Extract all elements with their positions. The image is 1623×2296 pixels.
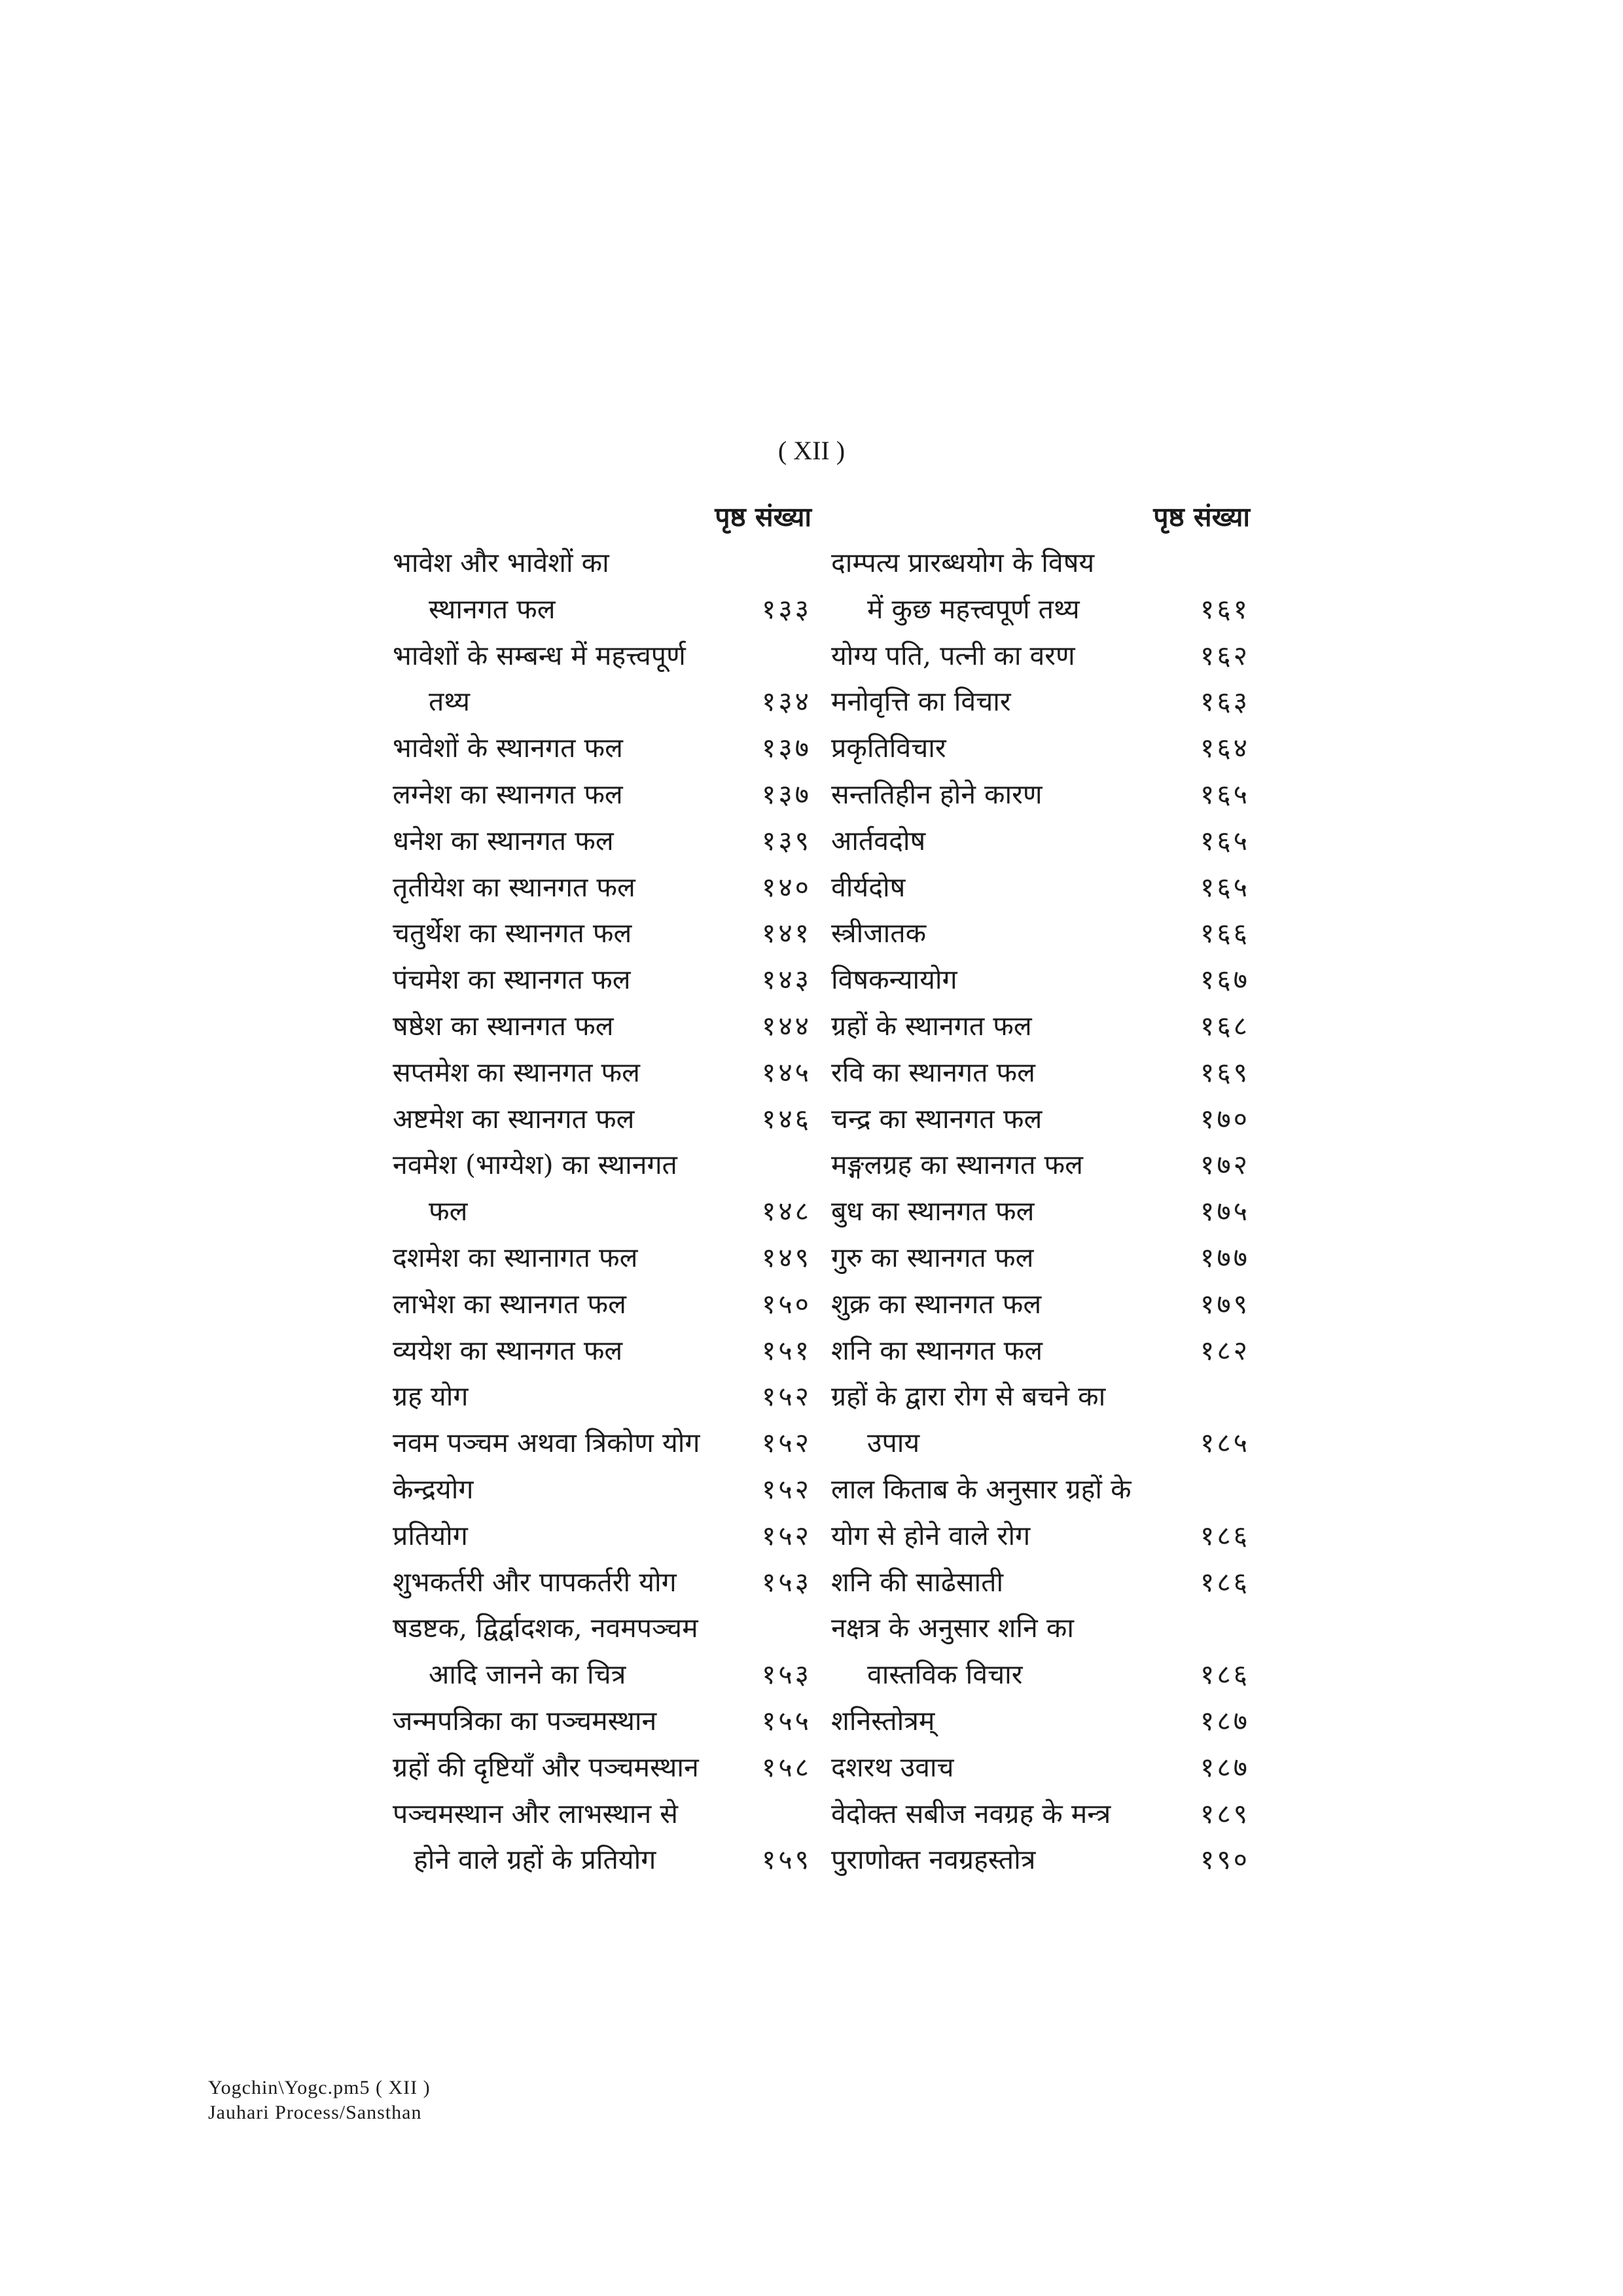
toc-entry-title: स्थानगत फल xyxy=(429,593,556,625)
toc-column-right xyxy=(831,494,1250,1883)
toc-entry xyxy=(831,910,1250,957)
toc-entry xyxy=(831,633,1250,679)
toc-entry xyxy=(831,1281,1250,1328)
toc-entry-page: १८२ xyxy=(1200,1334,1250,1366)
toc-entry xyxy=(393,540,812,586)
toc-entry-title: शुभकर्तरी और पापकर्तरी योग xyxy=(393,1566,677,1598)
toc-entry-page: १६६ xyxy=(1200,917,1250,949)
toc-entry-page: १८५ xyxy=(1200,1427,1250,1459)
toc-entry xyxy=(393,1698,812,1744)
toc-entry-page: १६४ xyxy=(1200,732,1250,764)
toc-entry-page: १३९ xyxy=(762,824,812,857)
toc-entry-page: १५८ xyxy=(762,1751,812,1783)
toc-entry-title: वीर्यदोष xyxy=(831,871,906,903)
footer-line-2: Jauhari Process/Sansthan xyxy=(208,2102,422,2123)
toc-entry-title: आदि जानने का चित्र xyxy=(429,1659,626,1691)
toc-entry xyxy=(831,771,1250,818)
toc-entry-page: १५९ xyxy=(762,1844,812,1876)
toc-entry-title: विषकन्यायोग xyxy=(831,964,957,996)
toc-entry-page: १७९ xyxy=(1200,1288,1250,1320)
toc-entry-title: षडष्टक, द्विर्द्वादशक, नवमपञ्चम xyxy=(393,1612,698,1644)
toc-entry-title: स्त्रीजातक xyxy=(831,917,927,949)
toc-entry-title: ग्रहों के स्थानगत फल xyxy=(831,1010,1032,1042)
toc-entry xyxy=(831,1235,1250,1281)
toc-entry xyxy=(393,1003,812,1050)
toc-entry xyxy=(831,1373,1250,1420)
toc-entry-title: पुराणोक्त नवग्रहस्तोत्र xyxy=(831,1844,1036,1876)
toc-entry-title: दाम्पत्य प्रारब्धयोग के विषय xyxy=(831,547,1095,578)
toc-entry xyxy=(831,1328,1250,1374)
toc-entry-page: १६७ xyxy=(1200,964,1250,996)
toc-entry xyxy=(831,540,1250,586)
toc-entry xyxy=(831,725,1250,771)
toc-entry xyxy=(393,910,812,957)
toc-entry-page: १५१ xyxy=(762,1334,812,1366)
toc-entry xyxy=(831,864,1250,911)
toc-entry-page: १६९ xyxy=(1200,1056,1250,1088)
toc-entry-page: १४५ xyxy=(762,1056,812,1088)
toc-entry-title: नवमेश (भाग्येश) का स्थानगत xyxy=(393,1149,677,1181)
toc-entry xyxy=(831,1559,1250,1606)
toc-entry-page: १४९ xyxy=(762,1241,812,1273)
toc-entry-page: १४० xyxy=(762,871,812,903)
toc-entry xyxy=(393,864,812,911)
toc-entry-page: १३७ xyxy=(762,778,812,810)
toc-entry-title: योग्य पति, पत्नी का वरण xyxy=(831,639,1075,671)
footer xyxy=(208,2075,431,2125)
toc-entry xyxy=(393,1050,812,1096)
toc-entry-title: केन्द्रयोग xyxy=(393,1473,474,1505)
toc-entry xyxy=(393,1466,812,1513)
toc-entry xyxy=(393,1513,812,1559)
toc-entry-title: भावेश और भावेशों का xyxy=(393,547,609,578)
toc-entry-page: १३४ xyxy=(762,686,812,718)
toc-entry xyxy=(393,771,812,818)
toc-entry-title: ग्रह योग xyxy=(393,1381,469,1413)
toc-entry-page: १५२ xyxy=(762,1519,812,1551)
toc-entry-title: मनोवृत्ति का विचार xyxy=(831,686,1011,718)
toc-entry xyxy=(831,1605,1250,1651)
toc-entry-page: १८७ xyxy=(1200,1704,1250,1737)
toc-entry-page: १८९ xyxy=(1200,1797,1250,1829)
toc-entry xyxy=(831,1188,1250,1235)
toc-entry-title: सप्तमेश का स्थानगत फल xyxy=(393,1056,640,1088)
toc-entry-title: जन्मपत्रिका का पञ्चमस्थान xyxy=(393,1704,657,1737)
toc-entry xyxy=(393,1328,812,1374)
toc-entry-title: तथ्य xyxy=(429,686,470,718)
toc-entry-title: फल xyxy=(429,1195,468,1227)
toc-entry-title: भावेशों के सम्बन्ध में महत्त्वपूर्ण xyxy=(393,639,686,671)
toc-entry-title: नवम पञ्चम अथवा त्रिकोण योग xyxy=(393,1427,700,1459)
toc-entry xyxy=(831,1003,1250,1050)
toc-entry-title: होने वाले ग्रहों के प्रतियोग xyxy=(414,1844,656,1876)
toc-entry-title: लाल किताब के अनुसार ग्रहों के xyxy=(831,1473,1132,1505)
toc-list-left xyxy=(393,540,812,1883)
toc-entry xyxy=(393,1605,812,1651)
toc-entry-title: तृतीयेश का स्थानगत फल xyxy=(393,871,635,903)
toc-entry xyxy=(393,1837,812,1883)
toc-entry xyxy=(393,1188,812,1235)
toc-entry-page: १४३ xyxy=(762,964,812,996)
toc-entry-page: १५२ xyxy=(762,1381,812,1413)
toc-entry xyxy=(393,1235,812,1281)
toc-entry-title: धनेश का स्थानगत फल xyxy=(393,824,614,857)
toc-entry xyxy=(831,1050,1250,1096)
toc-entry-page: १५५ xyxy=(762,1704,812,1737)
toc-entry xyxy=(831,1513,1250,1559)
toc-entry xyxy=(831,586,1250,633)
toc-entry-page: १३३ xyxy=(762,593,812,625)
toc-entry-title: योग से होने वाले रोग xyxy=(831,1519,1031,1551)
toc-entry-title: आर्तवदोष xyxy=(831,824,926,857)
toc-entry xyxy=(393,679,812,725)
toc-entry-page: १६५ xyxy=(1200,824,1250,857)
toc-entry-page: १६२ xyxy=(1200,639,1250,671)
toc-entry-title: दशरथ उवाच xyxy=(831,1751,954,1783)
toc-entry-page: १५२ xyxy=(762,1427,812,1459)
toc-entry xyxy=(831,1142,1250,1188)
toc-entry xyxy=(393,1373,812,1420)
toc-entry-title: अष्टमेश का स्थानगत फल xyxy=(393,1103,635,1135)
toc-entry-page: १५३ xyxy=(762,1659,812,1691)
toc-entry-page: १७० xyxy=(1200,1103,1250,1135)
toc-entry-page: १३७ xyxy=(762,732,812,764)
toc-list-right xyxy=(831,540,1250,1883)
toc-entry xyxy=(831,1837,1250,1883)
toc-entry-title: वास्तविक विचार xyxy=(867,1659,1023,1691)
toc-entry xyxy=(393,633,812,679)
toc-entry xyxy=(831,1420,1250,1466)
toc-entry-title: प्रतियोग xyxy=(393,1519,468,1551)
toc-entry-title: ग्रहों की दृष्टियाँ और पञ्चमस्थान xyxy=(393,1751,699,1783)
toc-column-left xyxy=(393,494,812,1883)
toc-entry xyxy=(831,1096,1250,1142)
toc-entry xyxy=(393,725,812,771)
toc-entry-page: १९० xyxy=(1200,1844,1250,1876)
toc-entry xyxy=(393,1744,812,1791)
toc-entry xyxy=(393,1420,812,1466)
toc-entry-title: पंचमेश का स्थानगत फल xyxy=(393,964,631,996)
toc-entry xyxy=(393,957,812,1003)
toc-entry-title: चन्द्र का स्थानगत फल xyxy=(831,1103,1043,1135)
toc-entry xyxy=(393,1142,812,1188)
toc-entry-title: नक्षत्र के अनुसार शनि का xyxy=(831,1612,1074,1644)
column-header: पृष्ठ संख्या xyxy=(715,501,812,533)
toc-entry-title: गुरु का स्थानगत फल xyxy=(831,1241,1034,1273)
toc-entry-page: १४१ xyxy=(762,917,812,949)
toc-entry-title: मङ्गलग्रह का स्थानगत फल xyxy=(831,1149,1083,1181)
toc-entry-title: भावेशों के स्थानगत फल xyxy=(393,732,623,764)
toc-entry-page: १५२ xyxy=(762,1473,812,1505)
toc-entry-page: १४६ xyxy=(762,1103,812,1135)
toc-entry-title: षष्ठेश का स्थानगत फल xyxy=(393,1010,614,1042)
page-number: ( XII ) xyxy=(777,436,846,465)
toc-entry xyxy=(831,1698,1250,1744)
toc-entry xyxy=(393,1096,812,1142)
toc-entry xyxy=(831,818,1250,864)
toc-entry-title: शनिस्तोत्रम् xyxy=(831,1704,935,1737)
toc-entry-title: व्ययेश का स्थानगत फल xyxy=(393,1334,623,1366)
toc-entry-title: चतुर्थेश का स्थानगत फल xyxy=(393,917,632,949)
toc-entry-title: सन्ततिहीन होने कारण xyxy=(831,778,1043,810)
toc-entry xyxy=(831,957,1250,1003)
toc-entry-page: १६३ xyxy=(1200,686,1250,718)
toc-entry-title: शुक्र का स्थानगत फल xyxy=(831,1288,1042,1320)
toc-entry-page: १८६ xyxy=(1200,1519,1250,1551)
toc-entry-page: १७७ xyxy=(1200,1241,1250,1273)
toc-entry xyxy=(831,679,1250,725)
toc-entry-page: १७५ xyxy=(1200,1195,1250,1227)
toc-entry xyxy=(393,818,812,864)
toc-entry-page: १७२ xyxy=(1200,1149,1250,1181)
toc-entry-page: १६५ xyxy=(1200,871,1250,903)
toc-entry xyxy=(393,1791,812,1837)
toc-entry-page: १४८ xyxy=(762,1195,812,1227)
toc-entry-page: १८६ xyxy=(1200,1566,1250,1598)
toc-entry-page: १५३ xyxy=(762,1566,812,1598)
toc-entry-title: लाभेश का स्थानगत फल xyxy=(393,1288,626,1320)
toc-entry-page: १६१ xyxy=(1200,593,1250,625)
toc-entry-page: १८६ xyxy=(1200,1659,1250,1691)
toc-entry-title: लग्नेश का स्थानगत फल xyxy=(393,778,623,810)
toc-entry-title: रवि का स्थानगत फल xyxy=(831,1056,1035,1088)
toc-entry-title: प्रकृतिविचार xyxy=(831,732,946,764)
toc-entry-title: शनि का स्थानगत फल xyxy=(831,1334,1043,1366)
toc-entry xyxy=(393,1281,812,1328)
toc-entry-page: १८७ xyxy=(1200,1751,1250,1783)
toc-entry-title: बुध का स्थानगत फल xyxy=(831,1195,1035,1227)
toc-entry xyxy=(393,1559,812,1606)
toc-entry-title: ग्रहों के द्वारा रोग से बचने का xyxy=(831,1381,1106,1413)
toc-entry xyxy=(393,1651,812,1698)
toc-entry-page: १४४ xyxy=(762,1010,812,1042)
toc-entry-page: १६८ xyxy=(1200,1010,1250,1042)
toc-entry-title: शनि की साढेसाती xyxy=(831,1566,1004,1598)
footer-line-1: Yogchin\Yogc.pm5 ( XII ) xyxy=(208,2077,431,2098)
toc-entry-title: पञ्चमस्थान और लाभस्थान से xyxy=(393,1797,678,1829)
toc-entry xyxy=(831,1466,1250,1513)
toc-entry xyxy=(831,1651,1250,1698)
toc-entry-page: १५० xyxy=(762,1288,812,1320)
toc-entry-title: उपाय xyxy=(867,1427,920,1459)
toc-entry-title: में कुछ महत्त्वपूर्ण तथ्य xyxy=(867,593,1080,625)
toc-entry xyxy=(393,586,812,633)
toc-entry-title: वेदोक्त सबीज नवग्रह के मन्त्र xyxy=(831,1797,1111,1829)
toc-entry-title: दशमेश का स्थानागत फल xyxy=(393,1241,638,1273)
toc-entry-page: १६५ xyxy=(1200,778,1250,810)
toc-entry xyxy=(831,1791,1250,1837)
column-header: पृष्ठ संख्या xyxy=(1153,501,1250,533)
toc-entry xyxy=(831,1744,1250,1791)
